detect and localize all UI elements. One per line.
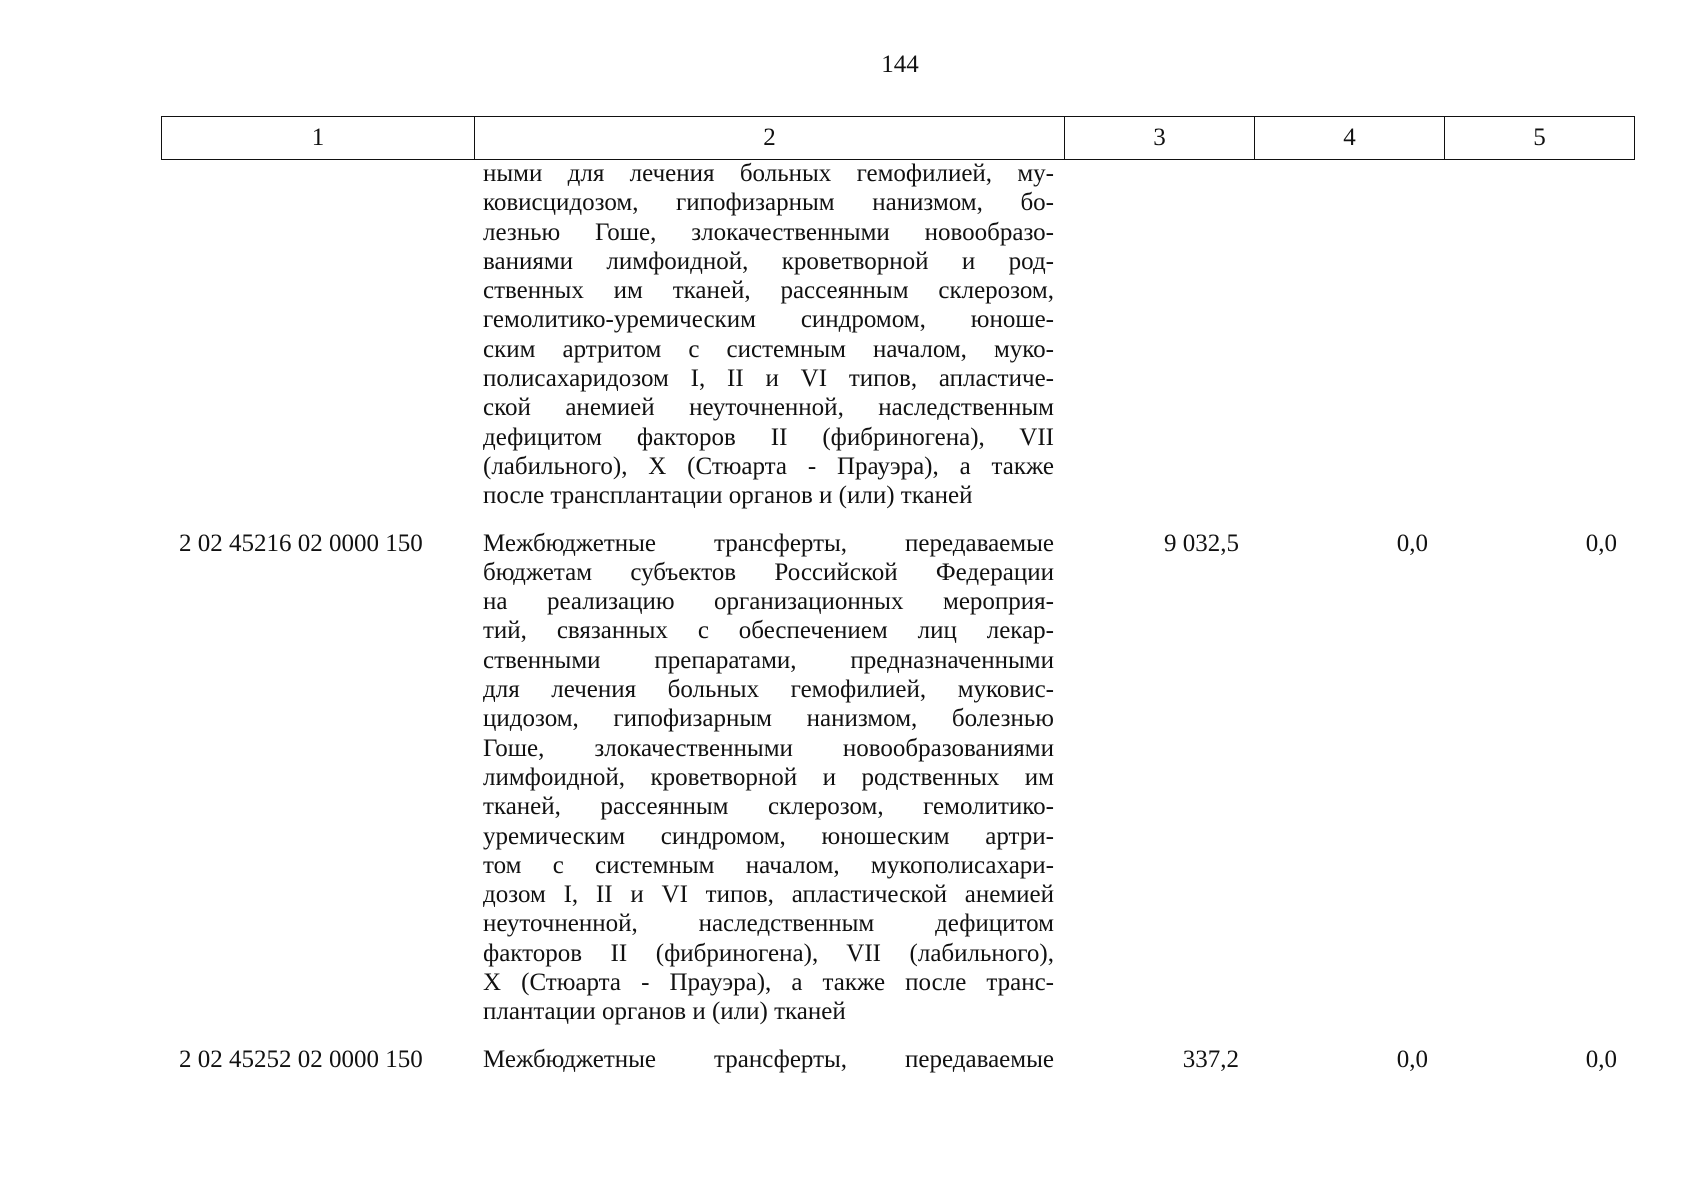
description-line: для лечения больных гемофилией, муковис- [483, 676, 1054, 704]
description-line: Гоше, злокачественными новообразованиями [483, 734, 1054, 762]
description-line: Межбюджетные трансферты, передаваемые [483, 1045, 1054, 1073]
description-line: ственными препаратами, предназначенными [483, 646, 1054, 674]
description-line: ваниями лимфоидной, кроветворной и род- [483, 247, 1054, 275]
description-line: уремическим синдромом, юношеским артри- [483, 822, 1054, 850]
table-row [161, 159, 1631, 511]
table-row [161, 529, 1631, 1027]
row-description [483, 159, 1054, 511]
page-number: 144 [881, 51, 919, 78]
description-line: тий, связанных с обеспечением лиц лекар- [483, 617, 1054, 645]
header-col-3: 3 [1065, 117, 1255, 160]
description-line: X (Стюарта - Прауэра), а также после транс- [483, 969, 1054, 997]
row-spacer [161, 1027, 1631, 1045]
description-line: том с системным началом, мукополисахари- [483, 851, 1054, 879]
row-col3: 9 032,5 [1164, 529, 1239, 557]
description-line: плантации органов и (или) тканей [483, 998, 846, 1026]
description-line: факторов II (фибриногена), VII (лабильного), [483, 939, 1054, 967]
row-spacer [161, 511, 1631, 529]
description-line: бюджетам субъектов Российской Федерации [483, 558, 1054, 586]
description-line: ными для лечения больных гемофилией, му- [483, 160, 1054, 187]
description-line: лимфоидной, кроветворной и родственных им [483, 763, 1054, 791]
description-line: неуточненной, наследственным дефицитом [483, 910, 1054, 938]
description-line: полисахаридозом I, II и VI типов, апластиче- [483, 365, 1054, 393]
row-description [483, 1045, 1054, 1074]
description-line: на реализацию организационных мероприя- [483, 588, 1054, 616]
description-line: гемолитико-уремическим синдромом, юноше- [483, 306, 1054, 334]
row-col5: 0,0 [1585, 1045, 1617, 1073]
header-col-5: 5 [1445, 117, 1635, 160]
description-line: Межбюджетные трансферты, передаваемые [483, 529, 1054, 557]
row-description [483, 529, 1054, 1027]
description-line: ковисцидозом, гипофизарным нанизмом, бо- [483, 189, 1054, 217]
description-line: дефицитом факторов II (фибриногена), VII [483, 423, 1054, 451]
header-row [162, 117, 1635, 160]
table-header [161, 116, 1635, 160]
row-col4: 0,0 [1396, 529, 1428, 557]
description-line: ским артритом с системным началом, муко- [483, 335, 1054, 363]
description-line: (лабильного), X (Стюарта - Прауэра), а также [483, 452, 1054, 480]
description-line: тканей, рассеянным склерозом, гемолитико- [483, 793, 1054, 821]
description-line: дозом I, II и VI типов, апластической анемией [483, 881, 1054, 909]
description-line: ственных им тканей, рассеянным склерозом, [483, 277, 1054, 305]
row-col5: 0,0 [1585, 529, 1617, 557]
row-col3: 337,2 [1182, 1045, 1239, 1073]
row-col4: 0,0 [1396, 1045, 1428, 1073]
description-line: цидозом, гипофизарным нанизмом, болезнью [483, 705, 1054, 733]
row-code: 2 02 45252 02 0000 150 [179, 1045, 423, 1073]
description-line: после трансплантации органов и (или) тканей [483, 482, 973, 510]
header-col-2: 2 [475, 117, 1065, 160]
header-col-1: 1 [162, 117, 475, 160]
description-line: лезнью Гоше, злокачественными новообразо- [483, 218, 1054, 246]
table-body [161, 159, 1631, 1074]
header-col-4: 4 [1255, 117, 1445, 160]
description-line: ской анемией неуточненной, наследственным [483, 394, 1054, 422]
table-row [161, 1045, 1631, 1074]
row-code: 2 02 45216 02 0000 150 [179, 529, 423, 557]
